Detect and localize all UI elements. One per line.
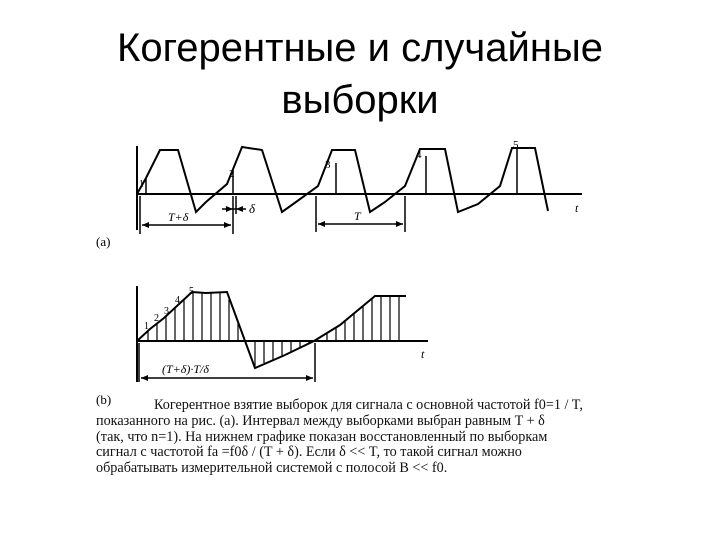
- figure-a-point-label-5: 5: [513, 139, 519, 151]
- figure-a-arrowhead: [318, 221, 325, 227]
- figure-a-arrowhead: [236, 206, 243, 212]
- figure-a-point-label-3: 3: [325, 159, 331, 171]
- figure-a-interval-label: T+δ: [168, 210, 189, 224]
- figure-b-arrowhead: [141, 375, 148, 381]
- figure-a-point-label-1: 1: [139, 179, 144, 190]
- figure-a-arrowhead: [142, 222, 149, 228]
- caption-line-1: Когерентное взятие выборок для сигнала с основной частотой f0=1 / T,: [154, 398, 583, 413]
- slide-title-line-1: Когерентные и случайные: [117, 26, 603, 70]
- caption-line-2: показанного на рис. (a). Интервал между выборками выбран равным T + δ: [96, 413, 545, 429]
- figure-a-delta-label: δ: [249, 201, 256, 216]
- figure-b-point-label-1: 1: [144, 321, 149, 332]
- figure-a-axis-label: t: [575, 201, 579, 215]
- slide-title-line-2: выборки: [281, 78, 439, 122]
- figure-caption: [96, 398, 656, 477]
- figure-a-sawtooth-signal: [137, 147, 548, 212]
- figure-b-arrowhead: [306, 375, 313, 381]
- figure-b-point-label-3: 3: [164, 306, 169, 317]
- figure-b-axis-label: t: [421, 347, 425, 361]
- figure-a-period-label: T: [354, 209, 361, 223]
- caption-line-4: сигнал с частотой fa =f0δ / (T + δ). Если δ << T, то такой сигнал можно: [96, 445, 522, 461]
- figure-b-point-label-2: 2: [154, 313, 159, 324]
- caption-line-5: обрабатывать измерительной системой с полосой B << f0.: [96, 461, 448, 477]
- figure-a-point-label-4: 4: [416, 149, 422, 161]
- figure-b-panel-label: (b): [96, 392, 112, 407]
- figure-a-arrowhead: [396, 221, 403, 227]
- figure-a-point-label-2: 2: [229, 168, 235, 180]
- figure-b-interval-label: (T+δ)·T/δ: [162, 362, 209, 376]
- figure-a-arrowhead: [226, 206, 233, 212]
- figure-a-arrowhead: [224, 222, 231, 228]
- figure-b-sample-stems: [148, 293, 399, 366]
- figure-b-point-label-5: 5: [189, 286, 194, 297]
- figure-b-point-label-4: 4: [175, 295, 180, 306]
- caption-line-3: (так, что n=1). На нижнем графике показан восстановленный по выборкам: [96, 429, 548, 445]
- figure-a-panel-label: (a): [96, 234, 111, 249]
